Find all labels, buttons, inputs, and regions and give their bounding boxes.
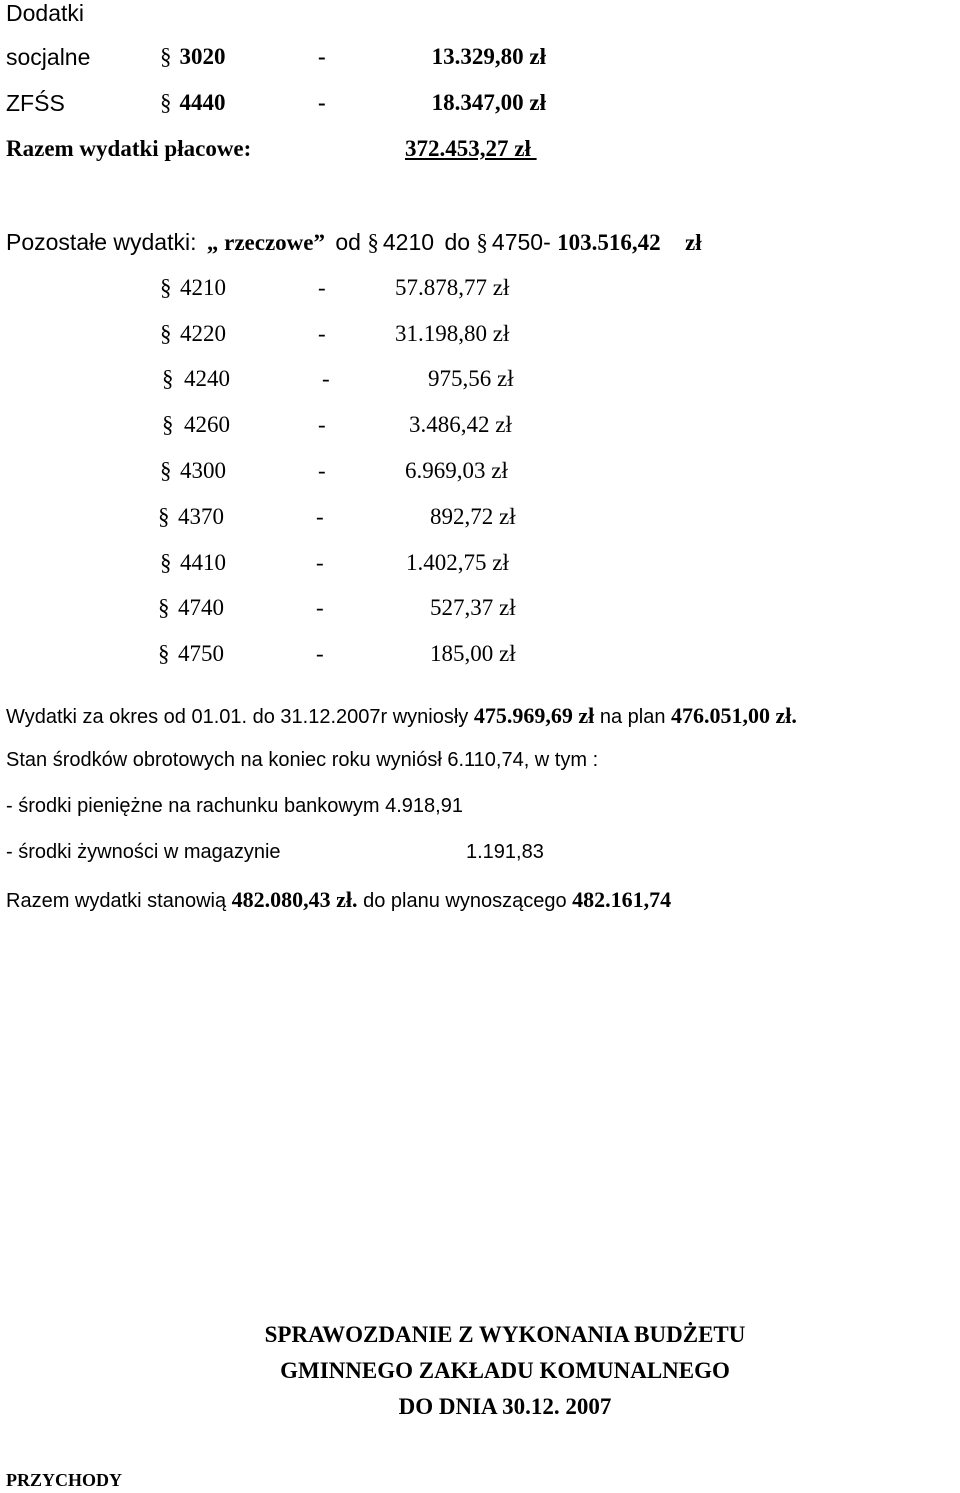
other-expenses-amount: 103.516,42 — [557, 230, 661, 255]
report-title-line-1: SPRAWOZDANIE Z WYKONANIA BUDŻETU — [264, 1322, 746, 1347]
item-dash: - — [316, 641, 324, 666]
row-label-zfss: ZFŚS — [6, 90, 65, 116]
section-sign-icon: § — [158, 641, 170, 666]
section-sign-icon: § — [162, 412, 174, 437]
other-expenses-to-code: 4750- — [491, 229, 551, 255]
item-amount: 975,56 zł — [428, 366, 514, 391]
section-sign-icon: § — [158, 504, 170, 529]
total-wages-amount: 372.453,27 zł — [405, 136, 537, 161]
section-sign-icon: § — [476, 230, 488, 255]
item-code: 4300 — [180, 458, 226, 483]
report-title-line-3: DO DNIA 30.12. 2007 — [398, 1394, 612, 1419]
item-amount: 527,37 zł — [430, 595, 516, 620]
section-sign-icon: § — [160, 458, 172, 483]
item-dash: - — [316, 550, 324, 575]
summary-line-5: Razem wydatki stanowią 482.080,43 zł. do planu wynoszącego 482.161,74 — [6, 887, 672, 912]
item-code: 4410 — [180, 550, 226, 575]
item-amount: 6.969,03 zł — [405, 458, 508, 483]
section-sign-icon: § — [367, 230, 379, 255]
other-expenses-quote: „ rzeczowe” — [206, 230, 325, 255]
other-expenses-from-code: 4210 — [382, 229, 435, 255]
total-wages-label: Razem wydatki płacowe: — [6, 136, 252, 161]
item-dash: - — [318, 412, 326, 437]
row-amount-socjalne: 13.329,80 zł — [431, 44, 546, 69]
summary-line-1: Wydatki za okres od 01.01. do 31.12.2007r wyniosły 475.969,69 zł na plan 476.051,00 zł. — [6, 703, 797, 728]
row-dash-socjalne: - — [318, 44, 326, 69]
item-dash: - — [316, 595, 324, 620]
row-dash-zfss: - — [318, 90, 326, 115]
item-amount: 1.402,75 zł — [406, 550, 509, 575]
item-dash: - — [318, 458, 326, 483]
item-dash: - — [318, 275, 326, 300]
item-code: 4370 — [178, 504, 224, 529]
item-code: 4220 — [180, 321, 226, 346]
row-amount-zfss: 18.347,00 zł — [431, 90, 546, 115]
item-dash: - — [316, 504, 324, 529]
section-sign-icon: § — [162, 366, 174, 391]
row-code-socjalne: § 3020 — [160, 44, 226, 69]
item-dash: - — [322, 366, 330, 391]
item-dash: - — [318, 321, 326, 346]
other-expenses-line — [6, 229, 702, 256]
section-sign-icon: § — [160, 90, 172, 115]
row-code-zfss: § 4440 — [160, 90, 226, 115]
summary-line-2: Stan środków obrotowych na koniec roku wyniósł 6.110,74, w tym : — [6, 749, 599, 771]
other-expenses-from: od — [335, 229, 361, 255]
other-expenses-to: do — [444, 229, 471, 255]
item-amount: 892,72 zł — [430, 504, 516, 529]
item-code: 4210 — [180, 275, 226, 300]
section-heading-przychody: PRZYCHODY — [6, 1470, 122, 1490]
item-amount: 185,00 zł — [430, 641, 516, 666]
row-label-socjalne: socjalne — [6, 44, 91, 70]
section-sign-icon: § — [160, 44, 172, 69]
item-code: 4260 — [184, 412, 230, 437]
section-heading-dodatki: Dodatki — [6, 0, 84, 26]
summary-line-3: - środki pieniężne na rachunku bankowym 4.918,91 — [6, 795, 463, 817]
section-sign-icon: § — [160, 275, 172, 300]
item-code: 4750 — [178, 641, 224, 666]
item-amount: 57.878,77 zł — [395, 275, 510, 300]
section-sign-icon: § — [158, 595, 170, 620]
item-amount: 31.198,80 zł — [395, 321, 510, 346]
other-expenses-label: Pozostałe wydatki: — [6, 229, 197, 255]
section-sign-icon: § — [160, 321, 172, 346]
section-sign-icon: § — [160, 550, 172, 575]
summary-line-4-value: 1.191,83 — [466, 841, 544, 863]
item-code: 4240 — [184, 366, 230, 391]
other-expenses-currency: zł — [685, 230, 702, 255]
summary-line-4-label: - środki żywności w magazynie — [6, 841, 281, 863]
item-amount: 3.486,42 zł — [409, 412, 512, 437]
report-title-line-2: GMINNEGO ZAKŁADU KOMUNALNEGO — [280, 1358, 730, 1383]
item-code: 4740 — [178, 595, 224, 620]
